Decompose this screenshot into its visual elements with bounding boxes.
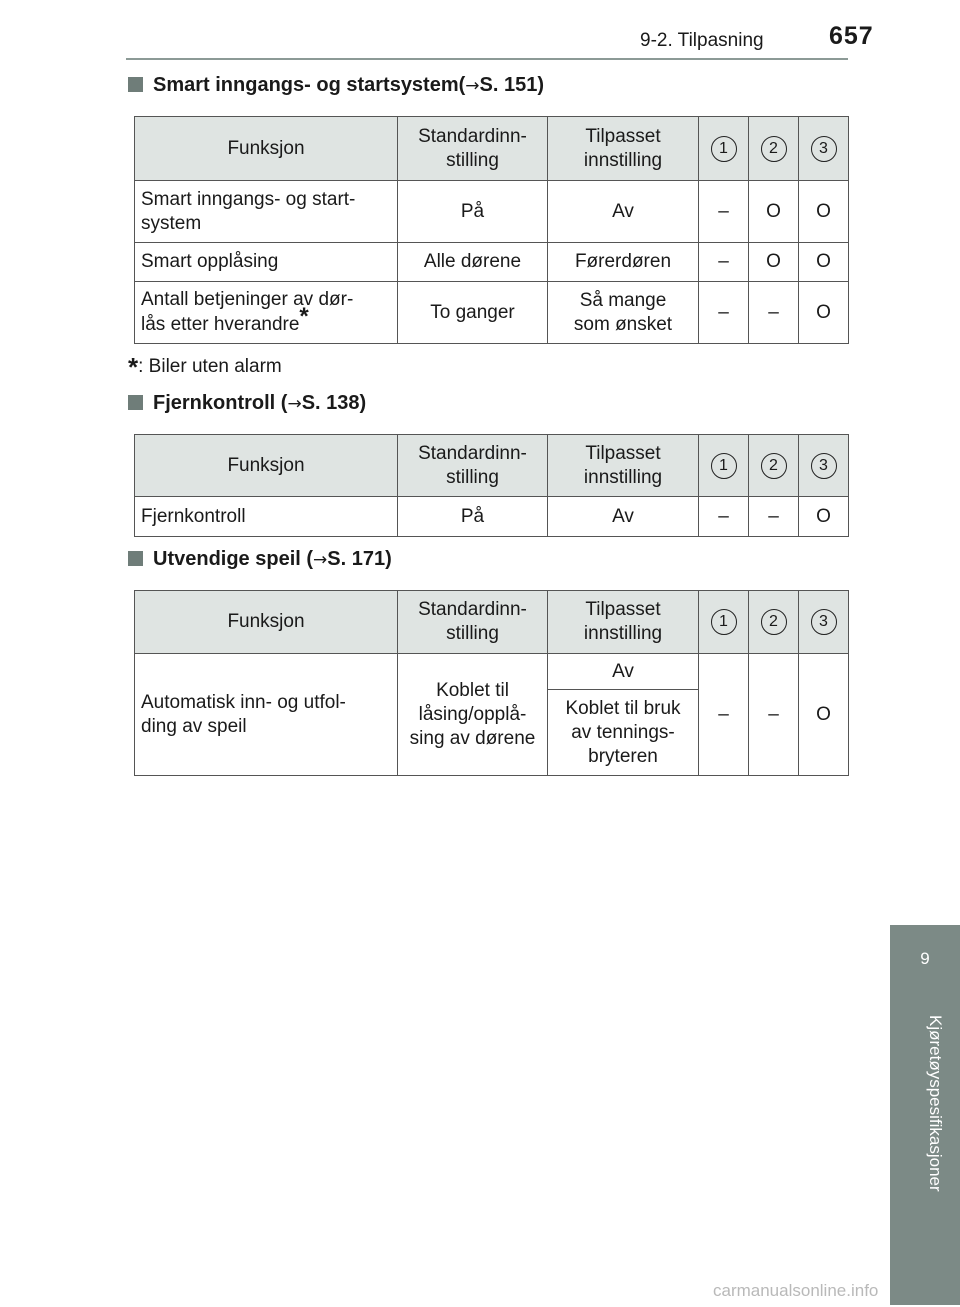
header-tilpasset-text: Tilpasset innstilling [583,599,663,644]
cell-c2: – [749,282,799,344]
circled-3-icon: 3 [811,453,837,479]
cell-c1: – [699,497,749,537]
cell-c2: O [749,181,799,243]
cell-c1: – [699,243,749,282]
arrow-right-icon: → [287,394,302,414]
cell-standard: Alle dørene [398,243,548,282]
cell-tilpasset-option-1: Av [548,654,699,690]
section-heading-smart-entry [128,74,544,97]
header-col-2 [749,591,799,654]
watermark: carmanualsonline.info [713,1281,879,1300]
table-row [135,282,849,344]
circled-1-icon: 1 [711,609,737,635]
cell-tilpasset: Av [548,497,699,537]
table-row [135,243,849,282]
cell-standard [398,654,548,776]
section-title: Fjernkontroll ( [153,392,288,414]
cell-c2: O [749,243,799,282]
footnote-marker: * [299,303,309,330]
header-col-1 [699,435,749,497]
circled-1-icon: 1 [711,136,737,162]
section-heading-mirrors [128,548,392,571]
cell-funksjon: Fjernkontroll [135,497,398,537]
cell-funksjon [135,282,398,344]
cell-c3: O [799,282,849,344]
table-header-row [135,435,849,497]
cell-c1: – [699,181,749,243]
cell-tilpasset: Av [548,181,699,243]
section-title: Utvendige speil ( [153,548,314,570]
table-row [135,654,849,690]
cell-standard: På [398,181,548,243]
page-number: 657 [829,22,874,50]
cell-c3: O [799,654,849,776]
footnote [128,352,282,383]
cell-c1: – [699,654,749,776]
circled-2-icon: 2 [761,136,787,162]
header-tilpasset-text: Tilpasset innstilling [583,442,663,488]
circled-3-icon: 3 [811,609,837,635]
square-bullet-icon [128,77,143,92]
arrow-right-icon: → [465,76,480,96]
section-page-ref: S. 138) [301,392,367,414]
cell-tilpasset-text: Så mange som ønsket [573,289,673,335]
header-col-1 [699,117,749,181]
chapter-side-tab [890,925,960,1305]
header-col-1 [699,591,749,654]
cell-funksjon [135,654,398,776]
circled-3-icon: 3 [811,136,837,162]
table-remote [134,434,849,537]
page-header [0,0,960,62]
header-col-3 [799,117,849,181]
header-funksjon: Funksjon [135,435,398,497]
section-title: Smart inngangs- og startsystem( [153,74,466,96]
chapter-number: 9 [920,949,930,968]
header-standard [398,117,548,181]
header-funksjon: Funksjon [135,117,398,181]
table-header-row [135,117,849,181]
circled-2-icon: 2 [761,609,787,635]
cell-c2: – [749,654,799,776]
table-row [135,497,849,537]
header-col-3 [799,435,849,497]
cell-c3: O [799,243,849,282]
table-smart-entry [134,116,849,344]
square-bullet-icon [128,395,143,410]
header-standard-text: Standardinn- stilling [418,125,527,171]
cell-tilpasset-option-2 [548,690,699,776]
cell-funksjon-text: Automatisk inn- og utfol- ding av speil [141,691,346,737]
cell-standard-text: Koblet til låsing/opplå- sing av dørene [409,679,536,749]
header-tilpasset [548,435,699,497]
cell-c3: O [799,181,849,243]
table-header-row [135,591,849,654]
table-mirrors [134,590,849,776]
cell-c3: O [799,497,849,537]
header-standard-text: Standardinn- stilling [418,599,527,644]
square-bullet-icon [128,551,143,566]
header-tilpasset [548,591,699,654]
cell-funksjon [135,181,398,243]
header-divider [126,58,848,60]
section-page-ref: S. 151) [479,74,545,96]
footnote-text: : Biler uten alarm [138,356,282,377]
header-standard [398,435,548,497]
header-col-2 [749,117,799,181]
header-section-title: 9-2. Tilpasning [640,30,764,51]
cell-funksjon-text: Smart inngangs- og start- system [141,188,356,234]
footnote-star: * [128,352,139,382]
chapter-title: Kjøretøyspesifikasjoner [926,1015,945,1192]
cell-funksjon: Smart opplåsing [135,243,398,282]
cell-tilpasset-text: Koblet til bruk av tennings- bryteren [565,697,681,767]
header-col-3 [799,591,849,654]
circled-2-icon: 2 [761,453,787,479]
cell-funksjon-text: Antall betjeninger av dør- lås etter hverandre [141,289,354,335]
cell-c1: – [699,282,749,344]
circled-1-icon: 1 [711,453,737,479]
table-row [135,181,849,243]
header-standard-text: Standardinn- stilling [418,442,527,488]
header-col-2 [749,435,799,497]
cell-standard: På [398,497,548,537]
arrow-right-icon: → [313,550,328,570]
cell-tilpasset [548,282,699,344]
cell-tilpasset: Førerdøren [548,243,699,282]
section-heading-remote [128,392,366,415]
cell-standard: To ganger [398,282,548,344]
header-tilpasset [548,117,699,181]
header-funksjon: Funksjon [135,591,398,654]
header-tilpasset-text: Tilpasset innstilling [583,125,663,171]
section-page-ref: S. 171) [327,548,392,570]
header-standard [398,591,548,654]
cell-c2: – [749,497,799,537]
